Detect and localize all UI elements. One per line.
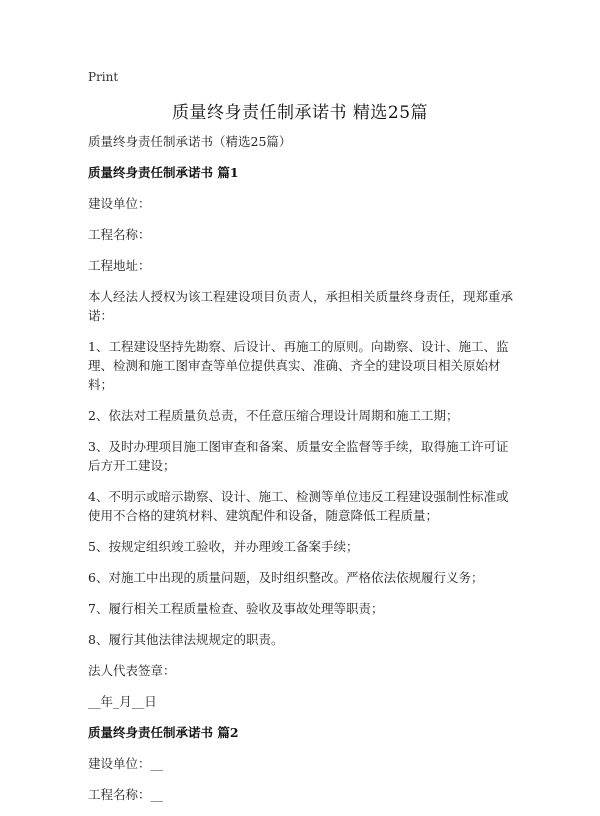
paragraph-intro: 本人经法人授权为该工程建设项目负责人，承担相关质量终身责任，现郑重承诺： — [88, 289, 514, 323]
paragraph-item-8: 8、履行其他法律法规规定的职责。 — [88, 632, 284, 647]
paragraph-item-1: 1、工程建设坚持先勘察、后设计、再施工的原则。向勘察、设计、施工、监理、检测和施工图审查等单位提供真实、准确、齐全的建设项目相关原始材料； — [88, 339, 509, 392]
print-link[interactable]: Print — [88, 70, 119, 84]
document-body — [88, 132, 518, 816]
field-date: __年_月__日 — [88, 694, 157, 709]
section-heading: 质量终身责任制承诺书 篇1 — [88, 165, 239, 180]
paragraph-item-2: 2、依法对工程质量负总责，不任意压缩合理设计周期和施工工期； — [88, 408, 459, 423]
page-title: 质量终身责任制承诺书 精选25篇 — [171, 103, 429, 123]
section-heading: 质量终身责任制承诺书 篇2 — [88, 725, 239, 740]
field-project-name: 工程名称：__ — [88, 787, 164, 802]
paragraph-item-7: 7、履行相关工程质量检查、验收及事故处理等职责； — [88, 601, 384, 616]
section-2 — [88, 723, 518, 804]
field-project-address: 工程地址： — [88, 258, 151, 273]
paragraph-item-5: 5、按规定组织竣工验收，并办理竣工备案手续； — [88, 539, 359, 554]
field-legal-rep-signature: 法人代表签章： — [88, 663, 176, 678]
paragraph-item-6: 6、对施工中出现的质量问题，及时组织整改。严格依法依规履行义务； — [88, 570, 484, 585]
field-project-name: 工程名称： — [88, 227, 151, 242]
document-subtitle: 质量终身责任制承诺书（精选25篇） — [88, 134, 292, 149]
paragraph-item-4: 4、不明示或暗示勘察、设计、施工、检测等单位违反工程建设强制性标准或使用不合格的建筑材料、建筑配件和设备，随意降低工程质量； — [88, 489, 509, 523]
field-construction-unit: 建设单位：__ — [88, 756, 164, 771]
field-construction-unit: 建设单位： — [88, 196, 151, 211]
paragraph-item-3: 3、及时办理项目施工图审查和备案、质量安全监督等手续，取得施工许可证后方开工建设； — [88, 439, 509, 473]
section-1 — [88, 163, 518, 711]
